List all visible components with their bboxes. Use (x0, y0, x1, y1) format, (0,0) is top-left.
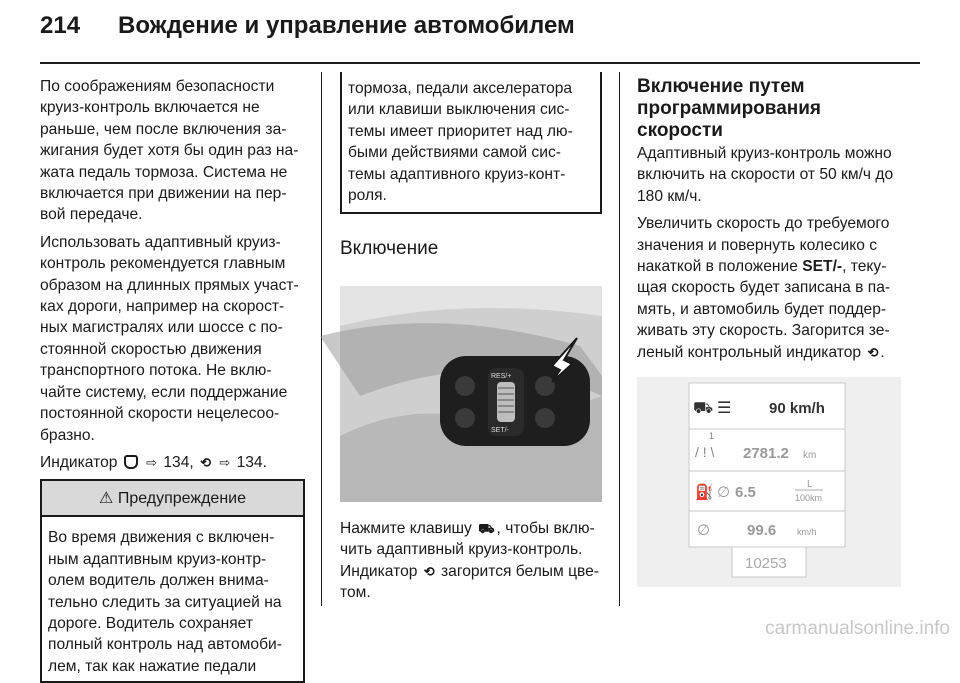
set-speed-end: . (880, 343, 885, 361)
paragraph-set-speed (637, 213, 903, 363)
warning-title: Предупреждение (117, 490, 246, 508)
paragraph-usage: Использовать адаптивный круиз-контроль рекомендуется главным образом на длинных прямых участ-ках дороги, например на скорост-ных магистралях или шоссе с по-стоянной скоростью движения транспортного потока. Не вклю-чайте систему, если поддержание постоянной скорости нецелесоо-бразно. (40, 233, 299, 444)
watermark-footer: carmanualsonline.info (765, 618, 950, 639)
cruise-control-icon: ⟲ (867, 344, 879, 360)
set-speed-text-2: , теку-щая скорость будет записана в па-мять, и автомобиль будет поддер-живать эту скорость. Загорится зе-леный контрольный индикатор (637, 258, 891, 361)
activate-text-3: загорится белым цве-том. (340, 562, 599, 602)
cruise-control-icon: ⟲ (423, 563, 435, 579)
cluster-avg-speed-unit: km/h (797, 527, 817, 538)
warning-box (40, 479, 305, 683)
average-icon: ∅ (717, 483, 731, 502)
warning-text: Во время движения с включен-ным адаптивным круиз-контр-олем водитель должен внима-тельно следить за ситуацией на дороге. Водитель сохраняет полный контроль над автомоби-лем, так как нажатие педали (48, 529, 282, 675)
vehicle-distance-icon: ⛟ (478, 520, 495, 536)
header-rule (40, 62, 920, 64)
cluster-illustration (637, 377, 901, 587)
page-ref-2: 134. (236, 453, 267, 471)
section-heading-activation: Включение (340, 238, 439, 260)
activate-text-2: , чтобы вклю-чить адаптивный круиз-контроль. Индикатор (340, 519, 595, 580)
page-ref-arrow-icon: ⇨ (146, 454, 158, 470)
fuel-pump-icon: ⛽ (695, 483, 714, 502)
column-3 (637, 76, 903, 587)
column-2 (340, 72, 602, 609)
page-number: 214 (40, 12, 81, 39)
paragraph-safety: По соображениям безопасности круиз-контроль включается не раньше, чем после включения за-жигания будет хотя бы один раз на-жата педаль тормоза. Система не включается при движении на пер-вой передаче. (40, 78, 299, 224)
res-label: RES/+ (491, 372, 512, 380)
set-speed-text-1: Увеличить скорость до требуемого значения и повернуть колесико с накаткой в положение (637, 215, 890, 276)
paragraph-indicator (40, 452, 305, 473)
warning-box-continued: тормоза, педали акселератора или клавиши выключения сис-темы имеет приоритет над лю-быми действиями самой сис-темы адаптивного круиз-конт-роля. (340, 72, 602, 214)
consumption-unit-bottom: 100km (795, 493, 823, 504)
section-heading-programming: Включение путем программирования скорости (637, 76, 822, 141)
set-label: SET/- (491, 426, 509, 434)
activate-text-1: Нажмите клавишу (340, 519, 472, 537)
warning-icon: ⚠ (99, 490, 114, 508)
steering-wheel-image (340, 286, 602, 502)
cluster-distance: 2781.2 (743, 445, 789, 463)
page-ref-arrow-icon: ⇨ (219, 454, 231, 470)
page-header (40, 12, 575, 40)
cluster-consumption: 6.5 (735, 484, 756, 502)
cluster-gear-hint: 1 (709, 431, 715, 442)
column-1 (40, 76, 305, 683)
vehicle-ahead-icon (124, 455, 138, 469)
page-title: Вождение и управление автомобилем (118, 12, 575, 39)
distance-bars-icon: ☰ (717, 398, 732, 418)
paragraph-speed-range: Адаптивный круиз-контроль можно включить на скорости от 50 км/ч до 180 км/ч. (637, 145, 894, 205)
trip-icon: / ! \ (695, 444, 715, 461)
set-label-bold: SET/- (802, 258, 843, 276)
cruise-control-icon: ⟲ (200, 454, 211, 470)
acc-icon: ⛟ (693, 398, 714, 418)
cluster-distance-unit: km (803, 450, 817, 462)
column-divider-2 (619, 72, 620, 606)
page-ref-1: 134, (163, 453, 194, 471)
instrument-cluster-image (637, 377, 901, 587)
column-divider-1 (321, 72, 322, 606)
indicator-label: Индикатор (40, 453, 118, 471)
paragraph-activate (340, 518, 602, 604)
steering-wheel-illustration (340, 286, 602, 502)
average-speed-icon: ∅ (697, 521, 711, 540)
consumption-unit-top: L (807, 479, 813, 491)
cluster-speed: 90 km/h (769, 400, 825, 418)
warning-header (42, 479, 303, 517)
cluster-avg-speed: 99.6 (747, 522, 777, 540)
cluster-odometer: 10253 (745, 555, 787, 573)
